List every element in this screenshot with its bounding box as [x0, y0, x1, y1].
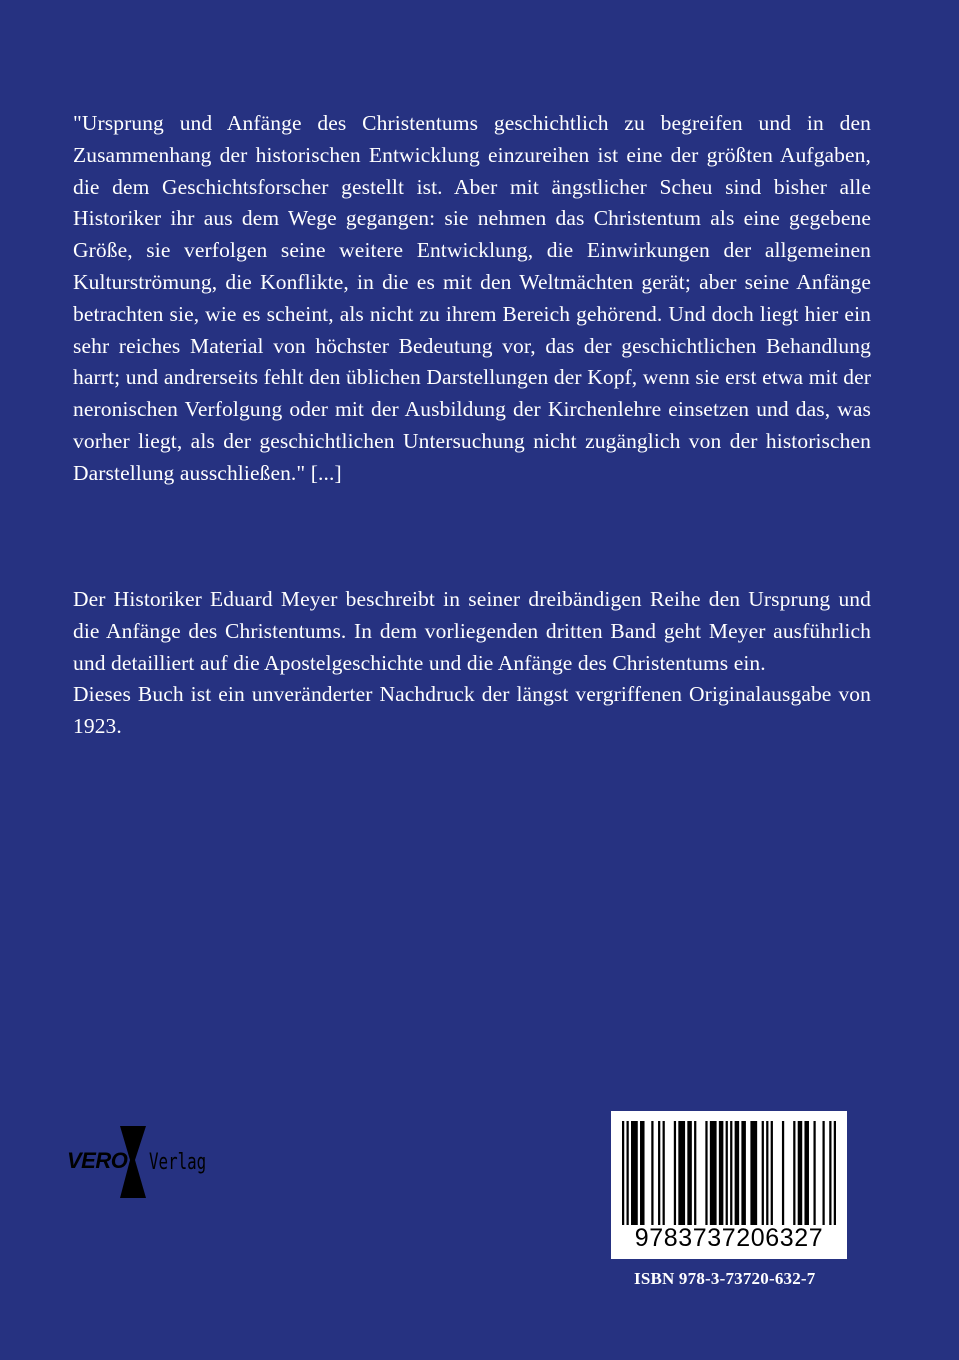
barcode-bar [631, 1121, 638, 1225]
barcode-bar [651, 1121, 653, 1225]
description-paragraph-2: Dieses Buch ist ein unveränderter Nachdruck der längst vergriffenen Originalausgabe von 1923. [73, 682, 871, 739]
barcode-bar [710, 1121, 717, 1225]
barcode-bar [658, 1121, 660, 1225]
barcode-bar [719, 1121, 724, 1225]
barcode-bar [705, 1121, 707, 1225]
barcode-bar [735, 1121, 740, 1225]
barcode-bar [640, 1121, 645, 1225]
barcode-bar [730, 1121, 732, 1225]
barcode-bar [726, 1121, 728, 1225]
barcode-bar [750, 1121, 757, 1225]
barcode-bar [741, 1121, 746, 1225]
logo-vero-text: VERO [67, 1148, 128, 1173]
barcode-bar [762, 1121, 764, 1225]
barcode-bar [804, 1121, 809, 1225]
description-paragraph-1: Der Historiker Eduard Meyer beschreibt in seiner dreibändigen Reihe den Ursprung und die Anfänge des Christentums. In dem vorliegenden dritten Band geht Meyer ausführlich und detailliert auf die Apostelgeschichte und die Anfänge des Christentums ein. [73, 587, 871, 675]
barcode-bar [813, 1121, 815, 1225]
logo-verlag-text: Verlag [149, 1150, 207, 1175]
quote-paragraph: "Ursprung und Anfänge des Christentums geschichtlich zu begreifen und in den Zusammenhang der historischen Entwicklung einzureihen ist eine der größten Aufgaben, die dem Geschichtsforscher gestellt ist. Aber mit ängstlicher Scheu sind bisher alle Historiker ihr aus dem Wege gegangen: sie nehmen das Christentum als eine gegebene Größe, sie verfolgen seine weitere Entwicklung, die Einwirkungen der allgemeinen Kulturströmung, die Konflikte, in die es mit den Weltmächten gerät; aber seine Anfänge betrachten sie, wie es scheint, als nicht zu ihrem Bereich gehörend. Und doch liegt hier ein sehr reiches Material von höchster Bedeutung vor, das der geschichtlichen Behandlung harrt; und andrerseits fehlt den üblichen Darstellungen der Kopf, wenn sie erst etwa mit der neronischen Verfolgung oder mit der Ausbildung der Kirchenlehre einsetzen und das, was vorher liegt, als der geschichtlichen Untersuchung nicht zugänglich von der historischen Darstellung ausschließen." [...] [73, 111, 871, 485]
barcode-bar [793, 1121, 795, 1225]
barcode-bar [834, 1121, 836, 1225]
publisher-logo [66, 1126, 207, 1198]
barcode-bar [822, 1121, 824, 1225]
barcode-bar [674, 1121, 676, 1225]
barcode-bars [622, 1121, 836, 1225]
barcode-bar [622, 1121, 624, 1225]
barcode-bar [694, 1121, 696, 1225]
barcode-bar [782, 1121, 784, 1225]
barcode-bar [687, 1121, 692, 1225]
barcode-bar [798, 1121, 803, 1225]
book-description [73, 584, 871, 743]
barcode-bar [829, 1121, 831, 1225]
barcode-bar [627, 1121, 629, 1225]
barcode [611, 1111, 847, 1259]
barcode-bar [766, 1121, 768, 1225]
isbn-label: ISBN 978-3-73720-632-7 [634, 1269, 816, 1288]
barcode-bar [771, 1121, 773, 1225]
barcode-bar [663, 1121, 665, 1225]
publisher-quote [73, 108, 871, 490]
barcode-bar [678, 1121, 685, 1225]
barcode-digits: 9783737206327 [634, 1224, 824, 1252]
